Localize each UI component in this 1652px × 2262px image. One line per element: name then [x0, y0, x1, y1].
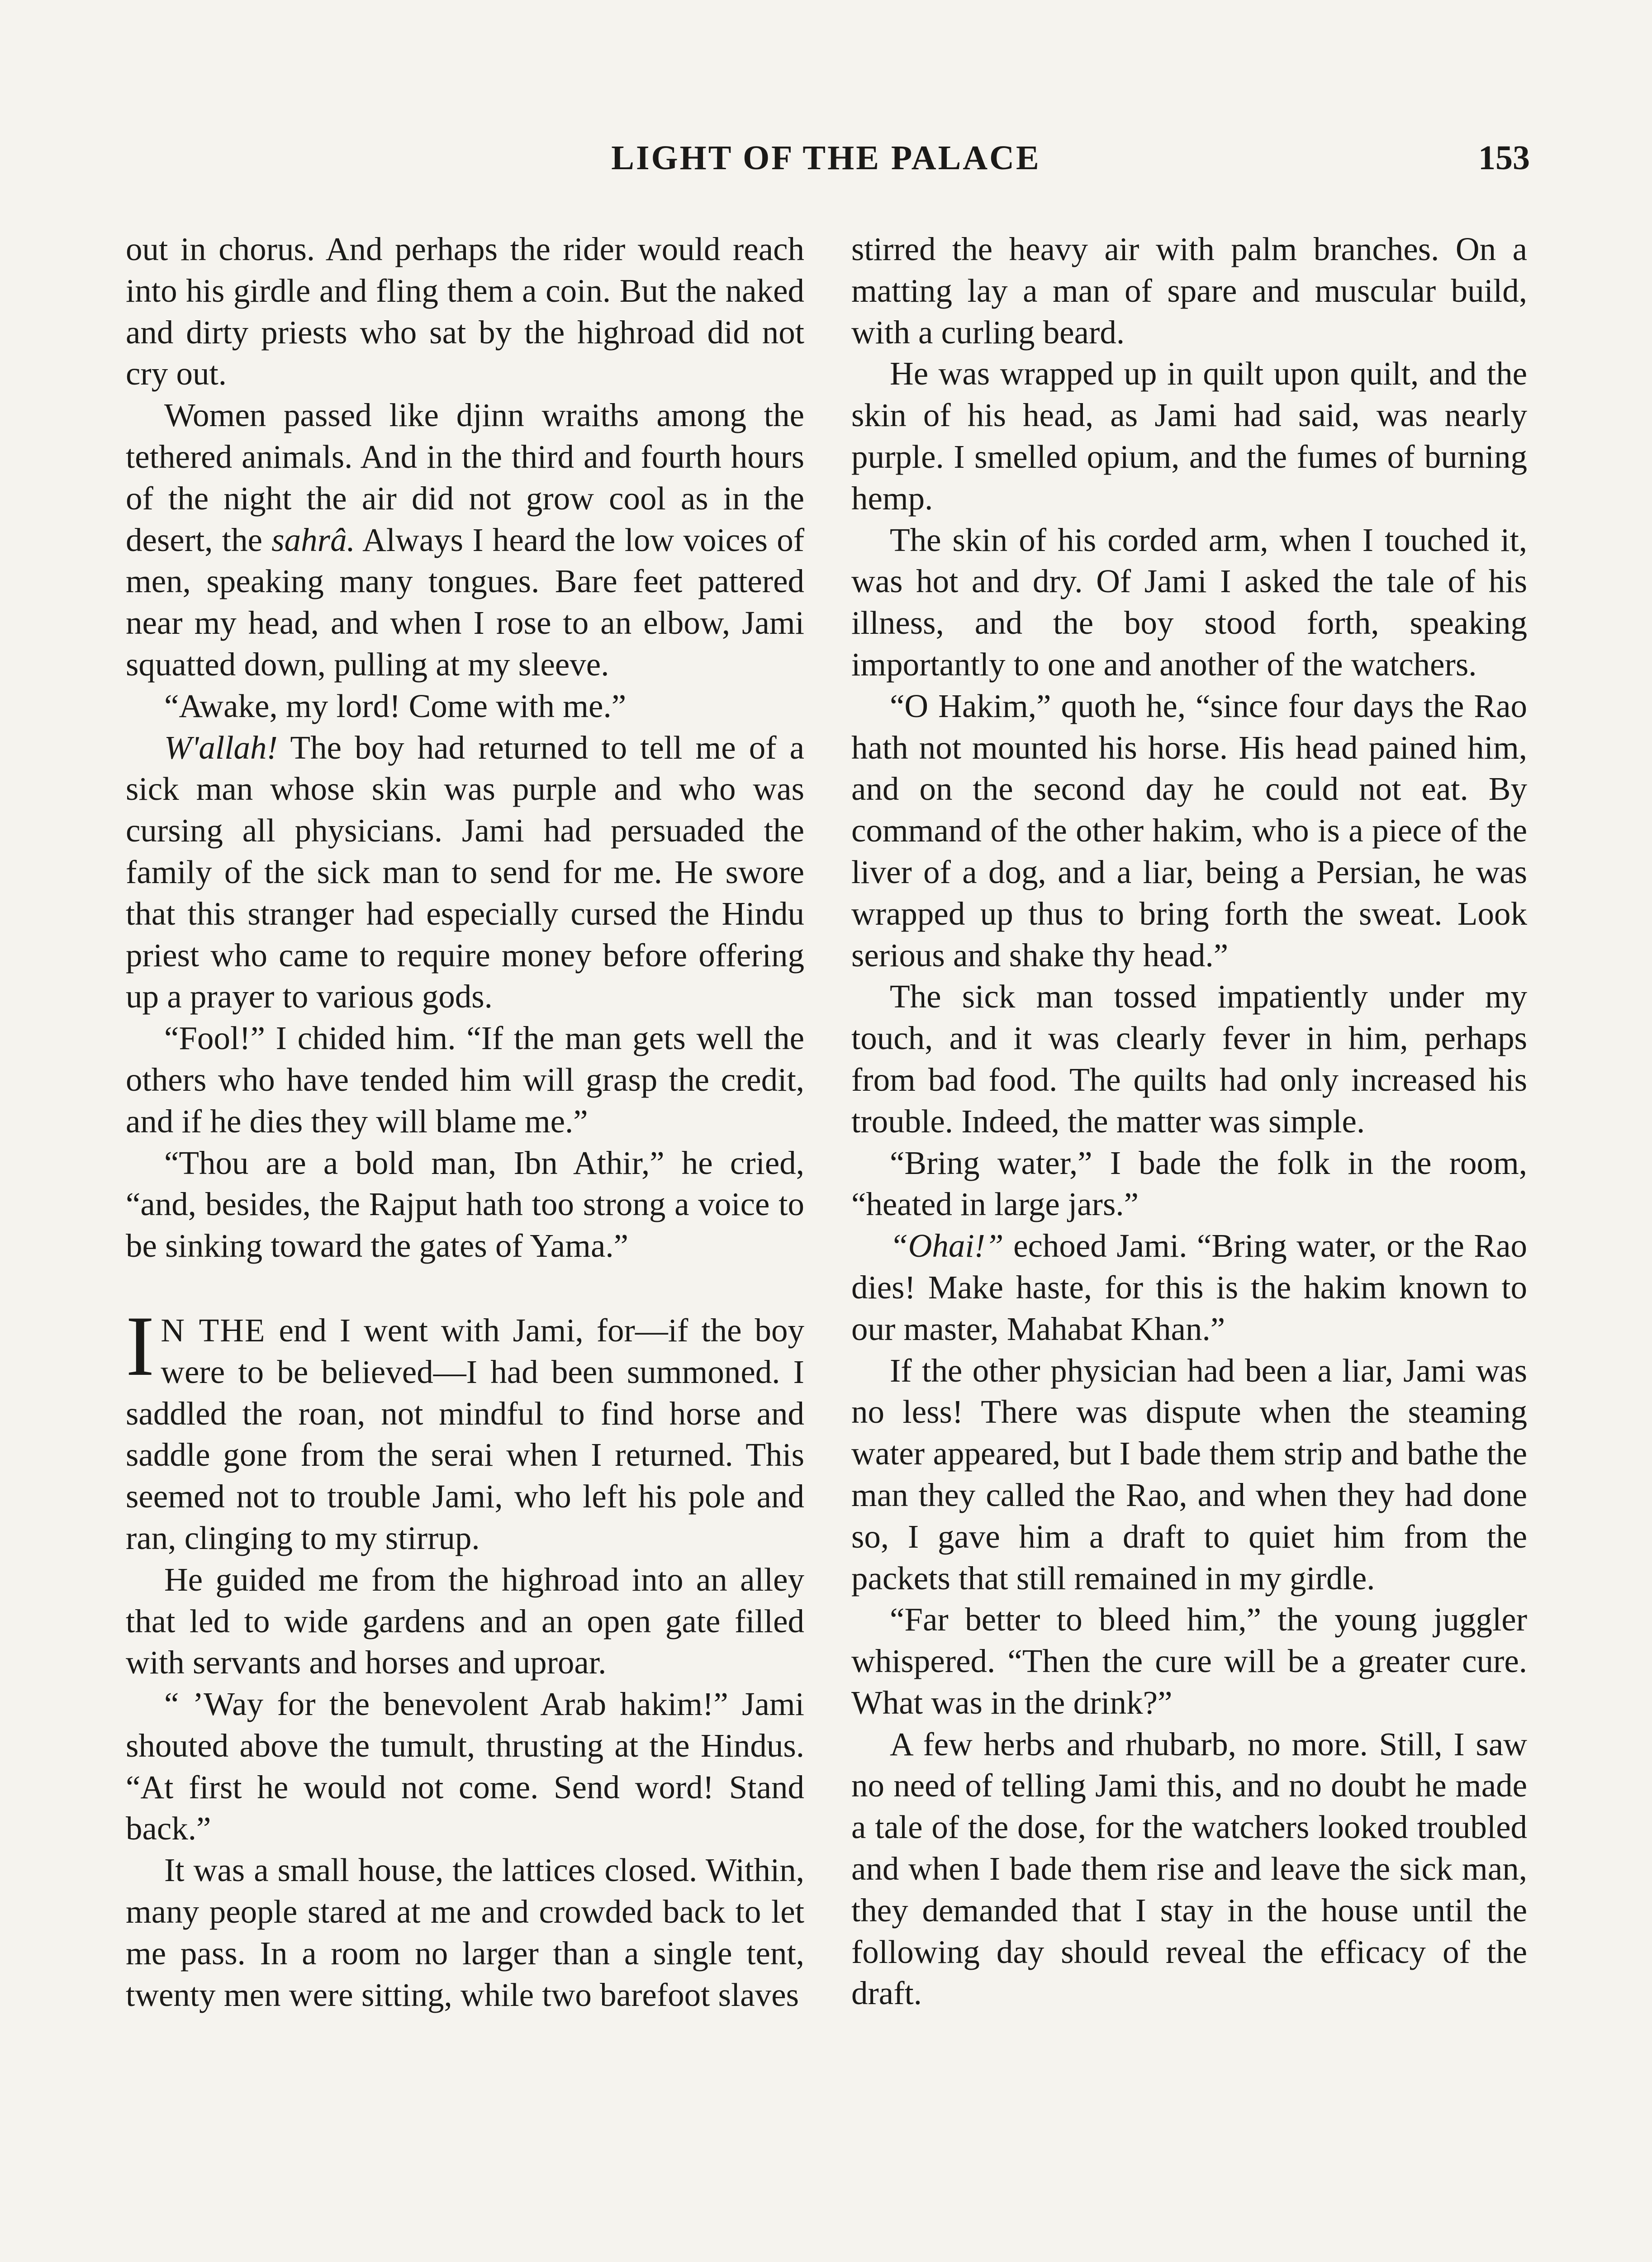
paragraph: “Bring water,” I bade the folk in the room, “heated in large jars.”: [851, 1144, 1527, 1223]
paragraph: W'allah! The boy had returned to tell me of a sick man whose skin was purple and who was cursing all physicians. Jami had persuaded the family of the sick man to send for me. He swore that this stranger had especially cursed the Hindu priest who came to require money before offering up a prayer to various gods.: [126, 729, 804, 1015]
paragraph: He guided me from the highroad into an alley that led to wide gardens and an open gate filled with servants and horses and uproar.: [126, 1561, 804, 1681]
paragraph: Women passed like djinn wraiths among the tethered animals. And in the third and fourth hours of the night the air did not grow cool as in the desert, the sahrâ. Always I heard the low voices of men, speaking many tongues. Bare feet pattered near my head, and when I rose to an elbow, Jami squatted down, pulling at my sleeve.: [126, 397, 805, 683]
paragraph: If the other physician had been a liar, Jami was no less! There was dispute when the steaming water appeared, but I bade them strip and bathe the man they called the Rao, and when they had done so, I gave him a draft to quiet him from the packets that still remained in my girdle.: [851, 1352, 1527, 1597]
paragraph: “ ’Way for the benevolent Arab hakim!” Jami shouted above the tumult, thrusting at the Hindus. “At first he would not come. Send word! Stand back.”: [126, 1686, 804, 1847]
paragraph: It was a small house, the lattices closed. Within, many people stared at me and crowded back to let me pass. In a room no larger than a single tent, twenty men were sitting, while two barefoot slaves: [126, 1852, 804, 2013]
running-title: LIGHT OF THE PALACE: [611, 139, 1041, 177]
paragraph: A few herbs and rhubarb, no more. Still, I saw no need of telling Jami this, and no doubt he made a tale of the dose, for the watchers looked troubled and when I bade them rise and leave the sick man, they demanded that I stay in the house until the following day should reveal the efficacy of the draft.: [851, 1725, 1527, 2012]
paragraph: The skin of his corded arm, when I touched it, was hot and dry. Of Jami I asked the tale of his illness, and the boy stood forth, speaking importantly to one and another of the watchers.: [851, 521, 1527, 683]
paragraph: stirred the heavy air with palm branches. On a matting lay a man of spare and muscular build, with a curling beard.: [851, 231, 1527, 351]
paragraph: out in chorus. And perhaps the rider would reach into his girdle and fling them a coin. But the naked and dirty priests who sat by the highroad did not cry out.: [126, 231, 804, 392]
paragraph: “Far better to bleed him,” the young juggler whispered. “Then the cure will be a greater cure. What was in the drink?”: [851, 1601, 1527, 1721]
paragraph: “Awake, my lord! Come with me.”: [164, 687, 627, 724]
paragraph: “Fool!” I chided him. “If the man gets well the others who have tended him will grasp the credit, and if he dies they will blame me.”: [126, 1020, 804, 1140]
drop-cap: I: [126, 1298, 155, 1394]
paragraph: “Ohai!” echoed Jami. “Bring water, or the Rao dies! Make haste, for this is the hakim known to our master, Mahabat Khan.”: [851, 1227, 1527, 1347]
paragraph: “Thou are a bold man, Ibn Athir,” he cried, “and, besides, the Rajput hath too strong a voice to be sinking toward the gates of Yama.”: [126, 1144, 804, 1264]
page-number: 153: [1478, 139, 1530, 177]
section-start-paragraph: I N THE end I went with Jami, for—if the boy were to be believed—I had been summoned. I saddled the roan, not mindful to find horse and saddle gone from the serai when I returned. This seemed not to trouble Jami, who left his pole and ran, clinging to my stirrup.: [126, 1298, 804, 1556]
page-header: [0, 136, 1652, 185]
left-column: [126, 228, 804, 2015]
right-column: [851, 228, 1527, 2014]
paragraph: “O Hakim,” quoth he, “since four days the Rao hath not mounted his horse. His head pained him, and on the second day he could not eat. By command of the other hakim, who is a piece of the liver of a dog, and a liar, being a Persian, he was wrapped up thus to bring forth the sweat. Look serious and shake thy head.”: [851, 687, 1527, 974]
paragraph: The sick man tossed impatiently under my touch, and it was clearly fever in him, perhaps from bad food. The quilts had only increased his trouble. Indeed, the matter was simple.: [851, 978, 1527, 1140]
paragraph: He was wrapped up in quilt upon quilt, and the skin of his head, as Jami had said, was nearly purple. I smelled opium, and the fumes of burning hemp.: [851, 355, 1527, 517]
